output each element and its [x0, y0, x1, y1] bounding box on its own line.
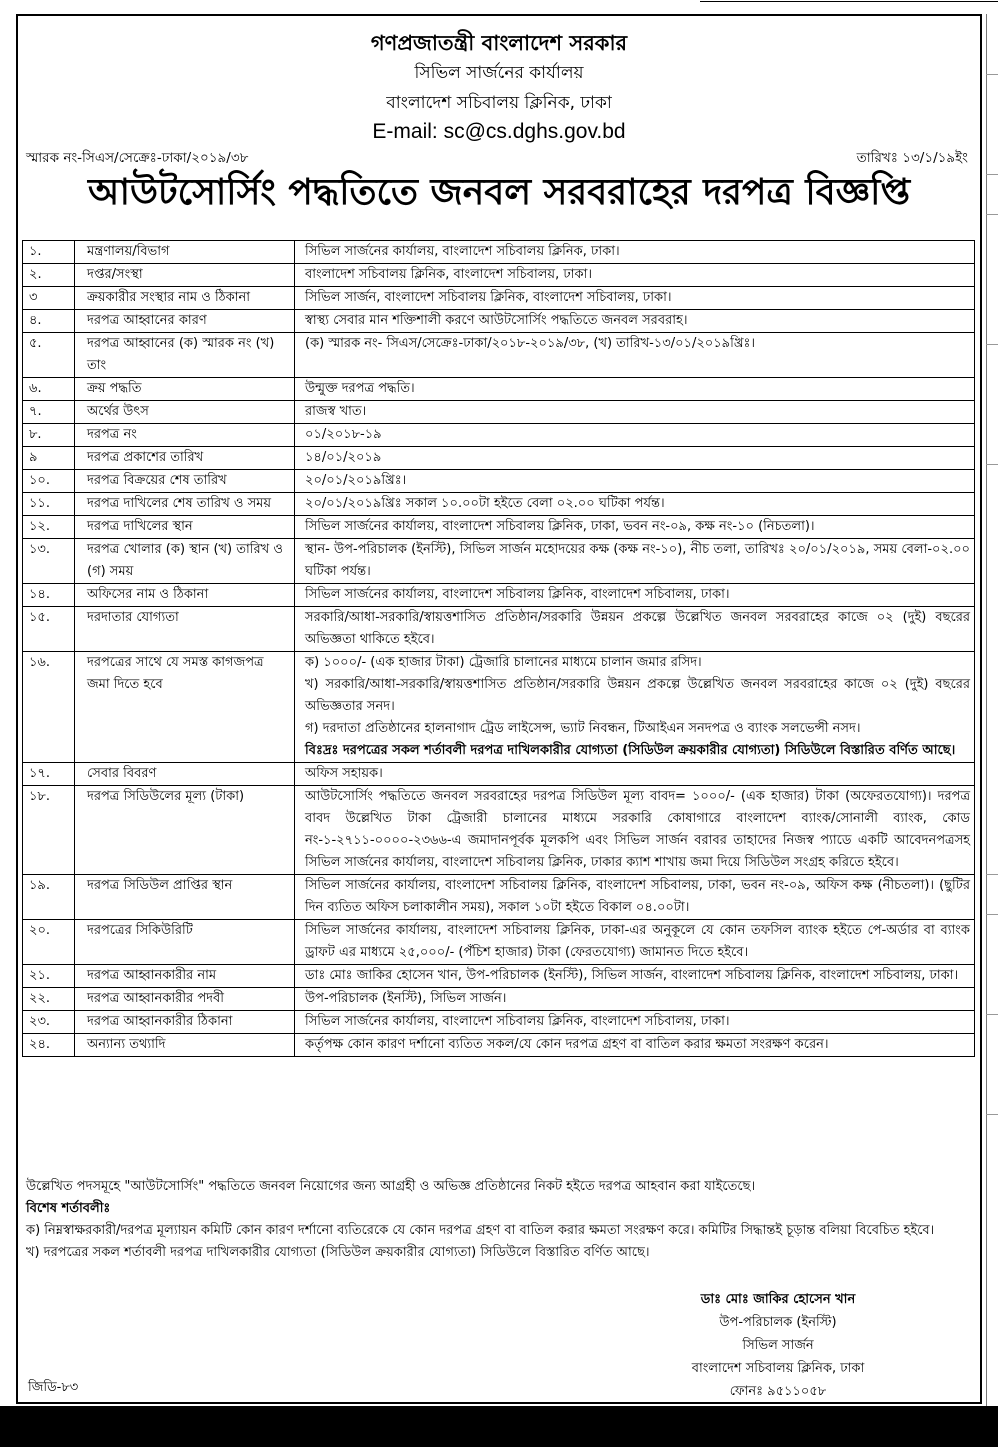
- value-line: ক) ১০০০/- (এক হাজার টাকা) ট্রেজারি চালানের মাধ্যমে চালান জমার রসিদ।: [305, 655, 702, 670]
- clinic-address: বাংলাদেশ সচিবালয় ক্লিনিক, ঢাকা: [386, 93, 612, 113]
- row-label: দরপত্রের সাথে যে সমস্ত কাগজপত্র জমা দিতে হবে: [75, 652, 295, 763]
- value-line: গ) দরদাতা প্রতিষ্ঠানের হালনাগাদ ট্রেড লাইসেন্স, ভ্যাট নিবন্ধন, টিআইএন সনদপত্র ও ব্যাংক সলভেন্সী নসদ।: [305, 721, 861, 736]
- row-label: দরপত্র প্রকাশের তারিখ: [75, 447, 295, 470]
- signatory-org: বাংলাদেশ সচিবালয় ক্লিনিক, ঢাকা: [691, 1361, 865, 1376]
- row-number: ২৩.: [23, 1011, 75, 1034]
- value-line: অফিস সহায়ক।: [305, 766, 383, 781]
- table-row: [23, 310, 975, 333]
- value-line: উপ-পরিচালক (ইনস্টি), সিভিল সার্জন।: [305, 991, 507, 1006]
- memo-ref: স্মারক নং-সিএস/সেক্রেঃ-ঢাকা/২০১৯/৩৮: [26, 150, 249, 166]
- row-number: ২০.: [23, 920, 75, 965]
- value-line: খ) সরকারি/আধা-সরকারি/স্বায়ত্তশাসিত প্রতিষ্ঠান/সরকারি উন্নয়ন প্রকল্পে উল্লেখিত জনবল সরবরাহের কাজে ০২ (দুই) বছরের অভিজ্ঞতার সনদ।: [305, 677, 970, 714]
- value-line: (ক) স্মারক নং- সিএস/সেক্রেঃ-ঢাকা/২০১৮-২০১৯/৩৮, (খ) তারিখ-১৩/০১/২০১৯খ্রিঃ।: [305, 336, 756, 351]
- value-line: রাজস্ব খাত।: [305, 404, 367, 419]
- row-label: দরপত্র সিডিউল প্রাপ্তির স্থান: [75, 875, 295, 920]
- row-value: [295, 539, 975, 584]
- row-number: ৬.: [23, 378, 75, 401]
- row-number: ২১.: [23, 965, 75, 988]
- row-label: দরপত্র আহ্বানের (ক) স্মারক নং (খ) তাং: [75, 333, 295, 378]
- footer-notes: [26, 1176, 966, 1264]
- signatory-name: ডাঃ মোঃ জাকির হোসেন খান: [700, 1292, 856, 1307]
- row-label: দরপত্র দাখিলের স্থান: [75, 516, 295, 539]
- row-value: [295, 988, 975, 1011]
- row-label: সেবার বিবরণ: [75, 763, 295, 786]
- memo-line: [18, 145, 980, 167]
- row-label: মন্ত্রণালয়/বিভাগ: [75, 241, 295, 264]
- value-line: ডাঃ মোঃ জাকির হোসেন খান, উপ-পরিচালক (ইনস্টি), সিভিল সার্জন, বাংলাদেশ সচিবালয় ক্লিনিক, বাংলাদেশ সচিবালয়, ঢাকা।: [305, 968, 959, 983]
- row-value: [295, 333, 975, 378]
- row-value: [295, 378, 975, 401]
- condition-ka: ক) নিম্নস্বাক্ষরকারী/দরপত্র মূল্যায়ন কমিটি কোন কারণ দর্শানো ব্যতিরেকে যে কোন দরপত্র গ্রহণ বা বাতিল করার ক্ষমতা সংরক্ষণ করে। কমিটির সিদ্ধান্তই চূড়ান্ত বলিয়া বিবেচিত হইবে।: [26, 1223, 935, 1238]
- invitation-text: উল্লেখিত পদসমূহে "আউটসোর্সিং" পদ্ধতিতে জনবল নিয়োগের জন্য আগ্রহী ও অভিজ্ঞ প্রতিষ্ঠানের নিকট হইতে দরপত্র আহবান করা যাইতেছে।: [26, 1179, 756, 1194]
- table-row: [23, 965, 975, 988]
- notice-title: আউটসোর্সিং পদ্ধতিতে জনবল সরবরাহের দরপত্র বিজ্ঞপ্তি: [87, 172, 911, 213]
- table-row: [23, 333, 975, 378]
- row-number: ১২.: [23, 516, 75, 539]
- row-value: [295, 1034, 975, 1057]
- signatory-designation: উপ-পরিচালক (ইনস্টি): [719, 1315, 837, 1330]
- memo-date: তারিখঃ ১৩/১/১৯ইং: [856, 150, 968, 166]
- value-line: আউটসোর্সিং পদ্ধতিতে জনবল সরবরাহের দরপত্র সিডিউল মূল্য বাবদ= ১০০০/- (এক হাজার) টাকা (অফেরতযোগ্য)। দরপত্র বাবদ উল্লেখিত টাকা ট্রেজারী চালানের মাধ্যমে সরকারি কোষাগারে বাংলাদেশ ব্যাংক/সোনালী ব্যাংক, কোড নং-১-২৭১১-০০০০-২৩৬৬-এ জমাদানপূর্বক মূলকপি এবং সিভিল সার্জন বরাবর তাহাদের নিজস্ব প্যাডে একটি আবেদনপত্রসহ সিভিল সার্জনের কার্যালয়, বাংলাদেশ সচিবালয় ক্লিনিক, ঢাকার ক্যাশ শাখায় জমা দিয়ে সিডিউল সংগ্রহ করিতে হইবে।: [305, 789, 970, 870]
- table-row: [23, 401, 975, 424]
- table-row: [23, 378, 975, 401]
- value-line: সিভিল সার্জনের কার্যালয়, বাংলাদেশ সচিবালয় ক্লিনিক, ঢাকা, ভবন নং-০৯, কক্ষ নং-১০ (নিচতলা)।: [305, 519, 815, 534]
- row-value: [295, 875, 975, 920]
- table-row: [23, 264, 975, 287]
- row-number: ২২.: [23, 988, 75, 1011]
- row-number: ৯: [23, 447, 75, 470]
- row-number: ১৮.: [23, 786, 75, 875]
- tender-notice: [16, 14, 982, 1404]
- row-value: [295, 310, 975, 333]
- row-number: ৫.: [23, 333, 75, 378]
- scan-bottom-edge: [0, 1406, 998, 1447]
- table-row: [23, 920, 975, 965]
- row-number: ১১.: [23, 493, 75, 516]
- value-line: সিভিল সার্জনের কার্যালয়, বাংলাদেশ সচিবালয় ক্লিনিক, ঢাকা।: [305, 244, 620, 259]
- value-line: সিভিল সার্জনের কার্যালয়, বাংলাদেশ সচিবালয় ক্লিনিক, বাংলাদেশ সচিবালয়, ঢাকা।: [305, 587, 730, 602]
- row-label: অফিসের নাম ও ঠিকানা: [75, 584, 295, 607]
- value-line: সিভিল সার্জনের কার্যালয়, বাংলাদেশ সচিবালয় ক্লিনিক, বাংলাদেশ সচিবালয়, ঢাকা।: [305, 1014, 730, 1029]
- row-number: ১৭.: [23, 763, 75, 786]
- row-label: দরপত্র বিক্রয়ের শেষ তারিখ: [75, 470, 295, 493]
- scan-right-edge: [984, 14, 998, 1406]
- row-number: ৭.: [23, 401, 75, 424]
- value-line: সিভিল সার্জন, বাংলাদেশ সচিবালয় ক্লিনিক, বাংলাদেশ সচিবালয়, ঢাকা।: [305, 290, 672, 305]
- value-line: ২০/০১/২০১৯খ্রিঃ।: [305, 473, 407, 488]
- row-label: দরপত্র সিডিউলের মূল্য (টাকা): [75, 786, 295, 875]
- table-row: [23, 470, 975, 493]
- row-label: দরপত্র খোলার (ক) স্থান (খ) তারিখ ও (গ) সময়: [75, 539, 295, 584]
- row-value: [295, 264, 975, 287]
- value-line: ১৪/০১/২০১৯: [305, 450, 382, 465]
- row-value: [295, 920, 975, 965]
- table-row: [23, 516, 975, 539]
- value-line: স্বাস্থ্য সেবার মান শক্তিশালী করণে আউটসোর্সিং পদ্ধতিতে জনবল সরবরাহ।: [305, 313, 688, 328]
- table-row: [23, 763, 975, 786]
- row-label: অন্যান্য তথ্যাদি: [75, 1034, 295, 1057]
- row-label: দপ্তর/সংস্থা: [75, 264, 295, 287]
- row-number: ৪.: [23, 310, 75, 333]
- table-row: [23, 493, 975, 516]
- row-label: দরপত্র আহ্বানকারীর নাম: [75, 965, 295, 988]
- table-row: [23, 241, 975, 264]
- row-value: [295, 607, 975, 652]
- row-value: [295, 584, 975, 607]
- signature-block: [628, 1288, 928, 1403]
- row-label: দরপত্র দাখিলের শেষ তারিখ ও সময়: [75, 493, 295, 516]
- email-address: E-mail: sc@cs.dghs.gov.bd: [372, 120, 626, 143]
- row-label: ক্রয় পদ্ধতি: [75, 378, 295, 401]
- row-value: [295, 241, 975, 264]
- office-name: সিভিল সার্জনের কার্যালয়: [414, 63, 584, 83]
- table-row: [23, 652, 975, 763]
- row-number: ৮.: [23, 424, 75, 447]
- row-value: [295, 786, 975, 875]
- table-row: [23, 1011, 975, 1034]
- row-value: [295, 516, 975, 539]
- table-row: [23, 988, 975, 1011]
- value-note: বিঃদ্রঃ দরপত্রের সকল শর্তাবলী দরপত্র দাখিলকারীর যোগ্যতা (সিডিউল ক্রয়কারীর যোগ্যতা) সিডিউলে বিস্তারিত বর্ণিত আছে।: [305, 743, 956, 758]
- value-line: স্থান- উপ-পরিচালক (ইনস্টি), সিভিল সার্জন মহোদয়ের কক্ষ (কক্ষ নং-১০), নীচ তলা, তারিখঃ ২০/০১/২০১৯, সময় বেলা-০২.০০ ঘটিকা পর্যন্ত।: [305, 542, 970, 579]
- row-number: ১.: [23, 241, 75, 264]
- government-name: গণপ্রজাতন্ত্রী বাংলাদেশ সরকার: [370, 31, 628, 55]
- row-value: [295, 493, 975, 516]
- table-row: [23, 875, 975, 920]
- row-label: দরপত্র আহ্বানকারীর ঠিকানা: [75, 1011, 295, 1034]
- row-number: ৩: [23, 287, 75, 310]
- row-label: ক্রয়কারীর সংস্থার নাম ও ঠিকানা: [75, 287, 295, 310]
- row-number: ১৬.: [23, 652, 75, 763]
- signatory-phone: ফোনঃ ৯৫১১০৫৮: [729, 1384, 827, 1399]
- row-number: ১৫.: [23, 607, 75, 652]
- row-number: ২.: [23, 264, 75, 287]
- row-label: দরপত্র আহ্বানের কারণ: [75, 310, 295, 333]
- value-line: ২০/০১/২০১৯খ্রিঃ সকাল ১০.০০টা হইতে বেলা ০২.০০ ঘটিকা পর্যন্ত।: [305, 496, 665, 511]
- row-label: অর্থের উৎস: [75, 401, 295, 424]
- value-line: কর্তৃপক্ষ কোন কারণ দর্শানো ব্যতিত সকল/যে কোন দরপত্র গ্রহণ বা বাতিল করার ক্ষমতা সংরক্ষণ করেন।: [305, 1037, 829, 1052]
- table-row: [23, 424, 975, 447]
- value-line: বাংলাদেশ সচিবালয় ক্লিনিক, বাংলাদেশ সচিবালয়, ঢাকা।: [305, 267, 592, 282]
- table-row: [23, 1034, 975, 1057]
- row-number: ১৯.: [23, 875, 75, 920]
- row-number: ১৩.: [23, 539, 75, 584]
- gd-number: জিডি-৮৩: [28, 1380, 79, 1395]
- tender-details-table: [22, 240, 975, 1057]
- row-value: [295, 401, 975, 424]
- table-row: [23, 786, 975, 875]
- letterhead: [18, 30, 980, 145]
- table-row: [23, 447, 975, 470]
- row-value: [295, 424, 975, 447]
- row-number: ১০.: [23, 470, 75, 493]
- row-label: দরপত্র নং: [75, 424, 295, 447]
- signatory-role: সিভিল সার্জন: [742, 1338, 814, 1353]
- row-number: ১৪.: [23, 584, 75, 607]
- row-number: ২৪.: [23, 1034, 75, 1057]
- scan-top-edge: [0, 0, 998, 12]
- row-label: দরপত্র আহ্বানকারীর পদবী: [75, 988, 295, 1011]
- row-value: [295, 652, 975, 763]
- table-row: [23, 584, 975, 607]
- row-label: দরদাতার যোগ্যতা: [75, 607, 295, 652]
- table-row: [23, 287, 975, 310]
- row-value: [295, 1011, 975, 1034]
- row-value: [295, 447, 975, 470]
- row-value: [295, 470, 975, 493]
- value-line: সিভিল সার্জনের কার্যালয়, বাংলাদেশ সচিবালয় ক্লিনিক, ঢাকা-এর অনুকূলে যে কোন তফসিল ব্যাংক হইতে পে-অর্ডার বা ব্যাংক ড্রাফট এর মাধ্যমে ২৫,০০০/- (পঁচিশ হাজার) টাকা (ফেরতযোগ্য) জামানত দিতে হইবে।: [305, 923, 970, 960]
- value-line: উন্মুক্ত দরপত্র পদ্ধতি।: [305, 381, 415, 396]
- row-label: দরপত্রের সিকিউরিটি: [75, 920, 295, 965]
- table-row: [23, 539, 975, 584]
- special-conditions-heading: বিশেষ শর্তাবলীঃ: [26, 1201, 111, 1216]
- row-value: [295, 763, 975, 786]
- value-line: সিভিল সার্জনের কার্যালয়, বাংলাদেশ সচিবালয় ক্লিনিক, বাংলাদেশ সচিবালয়, ঢাকা, ভবন নং-০৯, অফিস কক্ষ (নীচতলা)। (ছুটির দিন ব্যতিত অফিস চলাকালীন সময়), সকাল ১০টা হইতে বিকাল ০৪.০০টা।: [305, 878, 970, 915]
- row-value: [295, 965, 975, 988]
- value-line: ০১/২০১৮-১৯: [305, 427, 382, 442]
- row-value: [295, 287, 975, 310]
- condition-kha: খ) দরপত্রের সকল শর্তাবলী দরপত্র দাখিলকারীর যোগ্যতা (সিডিউল ক্রয়কারীর যোগ্যতা) সিডিউলে বিস্তারিত বর্ণিত আছে।: [26, 1245, 650, 1260]
- value-line: সরকারি/আধা-সরকারি/স্বায়ত্তশাসিত প্রতিষ্ঠান/সরকারি উন্নয়ন প্রকল্পে উল্লেখিত জনবল সরবরাহের কাজে ০২ (দুই) বছরের অভিজ্ঞতা থাকিতে হইবে।: [305, 610, 970, 647]
- table-row: [23, 607, 975, 652]
